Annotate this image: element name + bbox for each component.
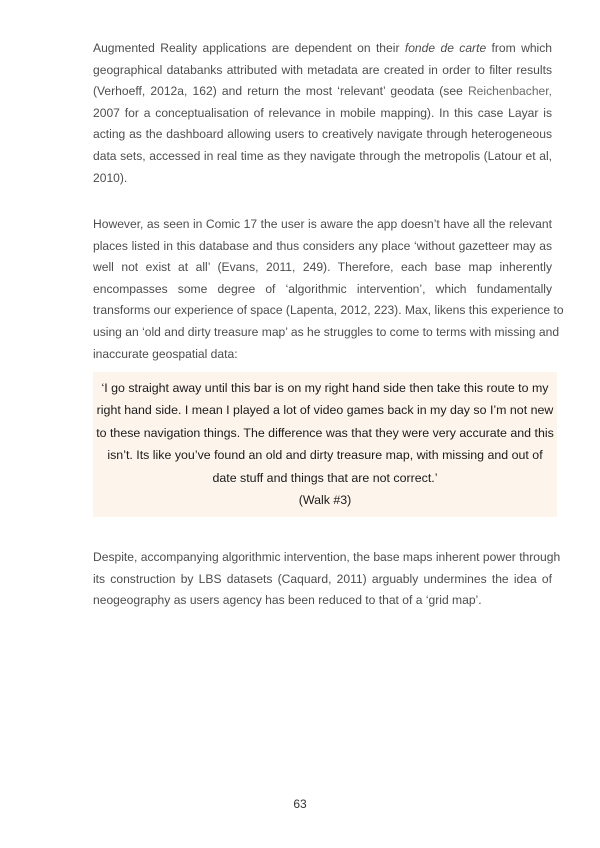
page-number: 63	[293, 797, 307, 811]
paragraph-conclusion	[93, 547, 561, 612]
quote-line: ‘I go straight away until this bar is on my right hand side then take this route to my	[101, 381, 549, 395]
text-line: 2010).	[93, 170, 128, 185]
text-line: encompasses some degree of ‘algorithmic intervention’, which fundamentally	[93, 281, 552, 296]
text-line: transforms our experience of space (Lapenta, 2012, 223). Max, likens this experience to	[93, 303, 564, 318]
citation-link[interactable]: Reichenbacher,	[467, 84, 552, 99]
quote-line: date stuff and things that are not correct.’	[212, 470, 438, 485]
text-line: neogeography as users agency has been reduced to that of a ‘grid map’.	[93, 593, 482, 608]
text-line: data sets, accessed in real time as they navigate through the metropolis (Latour et al,	[93, 148, 552, 163]
text-line: using an ‘old and dirty treasure map’ as he struggles to come to terms with missing and	[93, 324, 560, 339]
text-line: geographical databanks attributed with metadata are created in order to filter results	[93, 62, 552, 77]
text-line: Despite, accompanying algorithmic intervention, the base maps inherent power through	[93, 550, 561, 564]
text-line: (Verhoeff, 2012a, 162) and return the most ‘relevant’ geodata (see Reichenbacher,	[93, 84, 552, 99]
paragraph-comic-17	[93, 214, 564, 365]
text-line: acting as the dashboard allowing users to creatively navigate through heterogeneous	[93, 127, 552, 142]
text-line: inaccurate geospatial data:	[93, 346, 238, 361]
quote-line: isn’t. Its like you’ve found an old and dirty treasure map, with missing and out of	[107, 448, 543, 463]
text-line: However, as seen in Comic 17 the user is aware the app doesn’t have all the relevant	[93, 217, 552, 231]
text-line: places listed in this database and thus considers any place ‘without gazetteer may as	[93, 238, 552, 253]
quote-line: right hand side. I mean I played a lot of video games back in my day so I’m not new	[96, 403, 554, 418]
italic-term: fonde de carte	[404, 41, 487, 55]
paragraph-augmented-reality	[93, 38, 552, 189]
block-quote	[93, 377, 557, 511]
text-line: Augmented Reality applications are dependent on their fonde de carte from which	[93, 41, 552, 55]
text-line: its construction by LBS datasets (Caquard, 2011) arguably undermines the idea of	[93, 571, 552, 586]
text-line: well not exist at all’ (Evans, 2011, 249). Therefore, each base map inherently	[93, 260, 552, 275]
quote-line: to these navigation things. The difference was that they were very accurate and this	[96, 425, 554, 440]
text-line: 2007 for a conceptualisation of relevance in mobile mapping). In this case Layar is	[93, 105, 552, 120]
quote-attribution: (Walk #3)	[298, 493, 352, 508]
